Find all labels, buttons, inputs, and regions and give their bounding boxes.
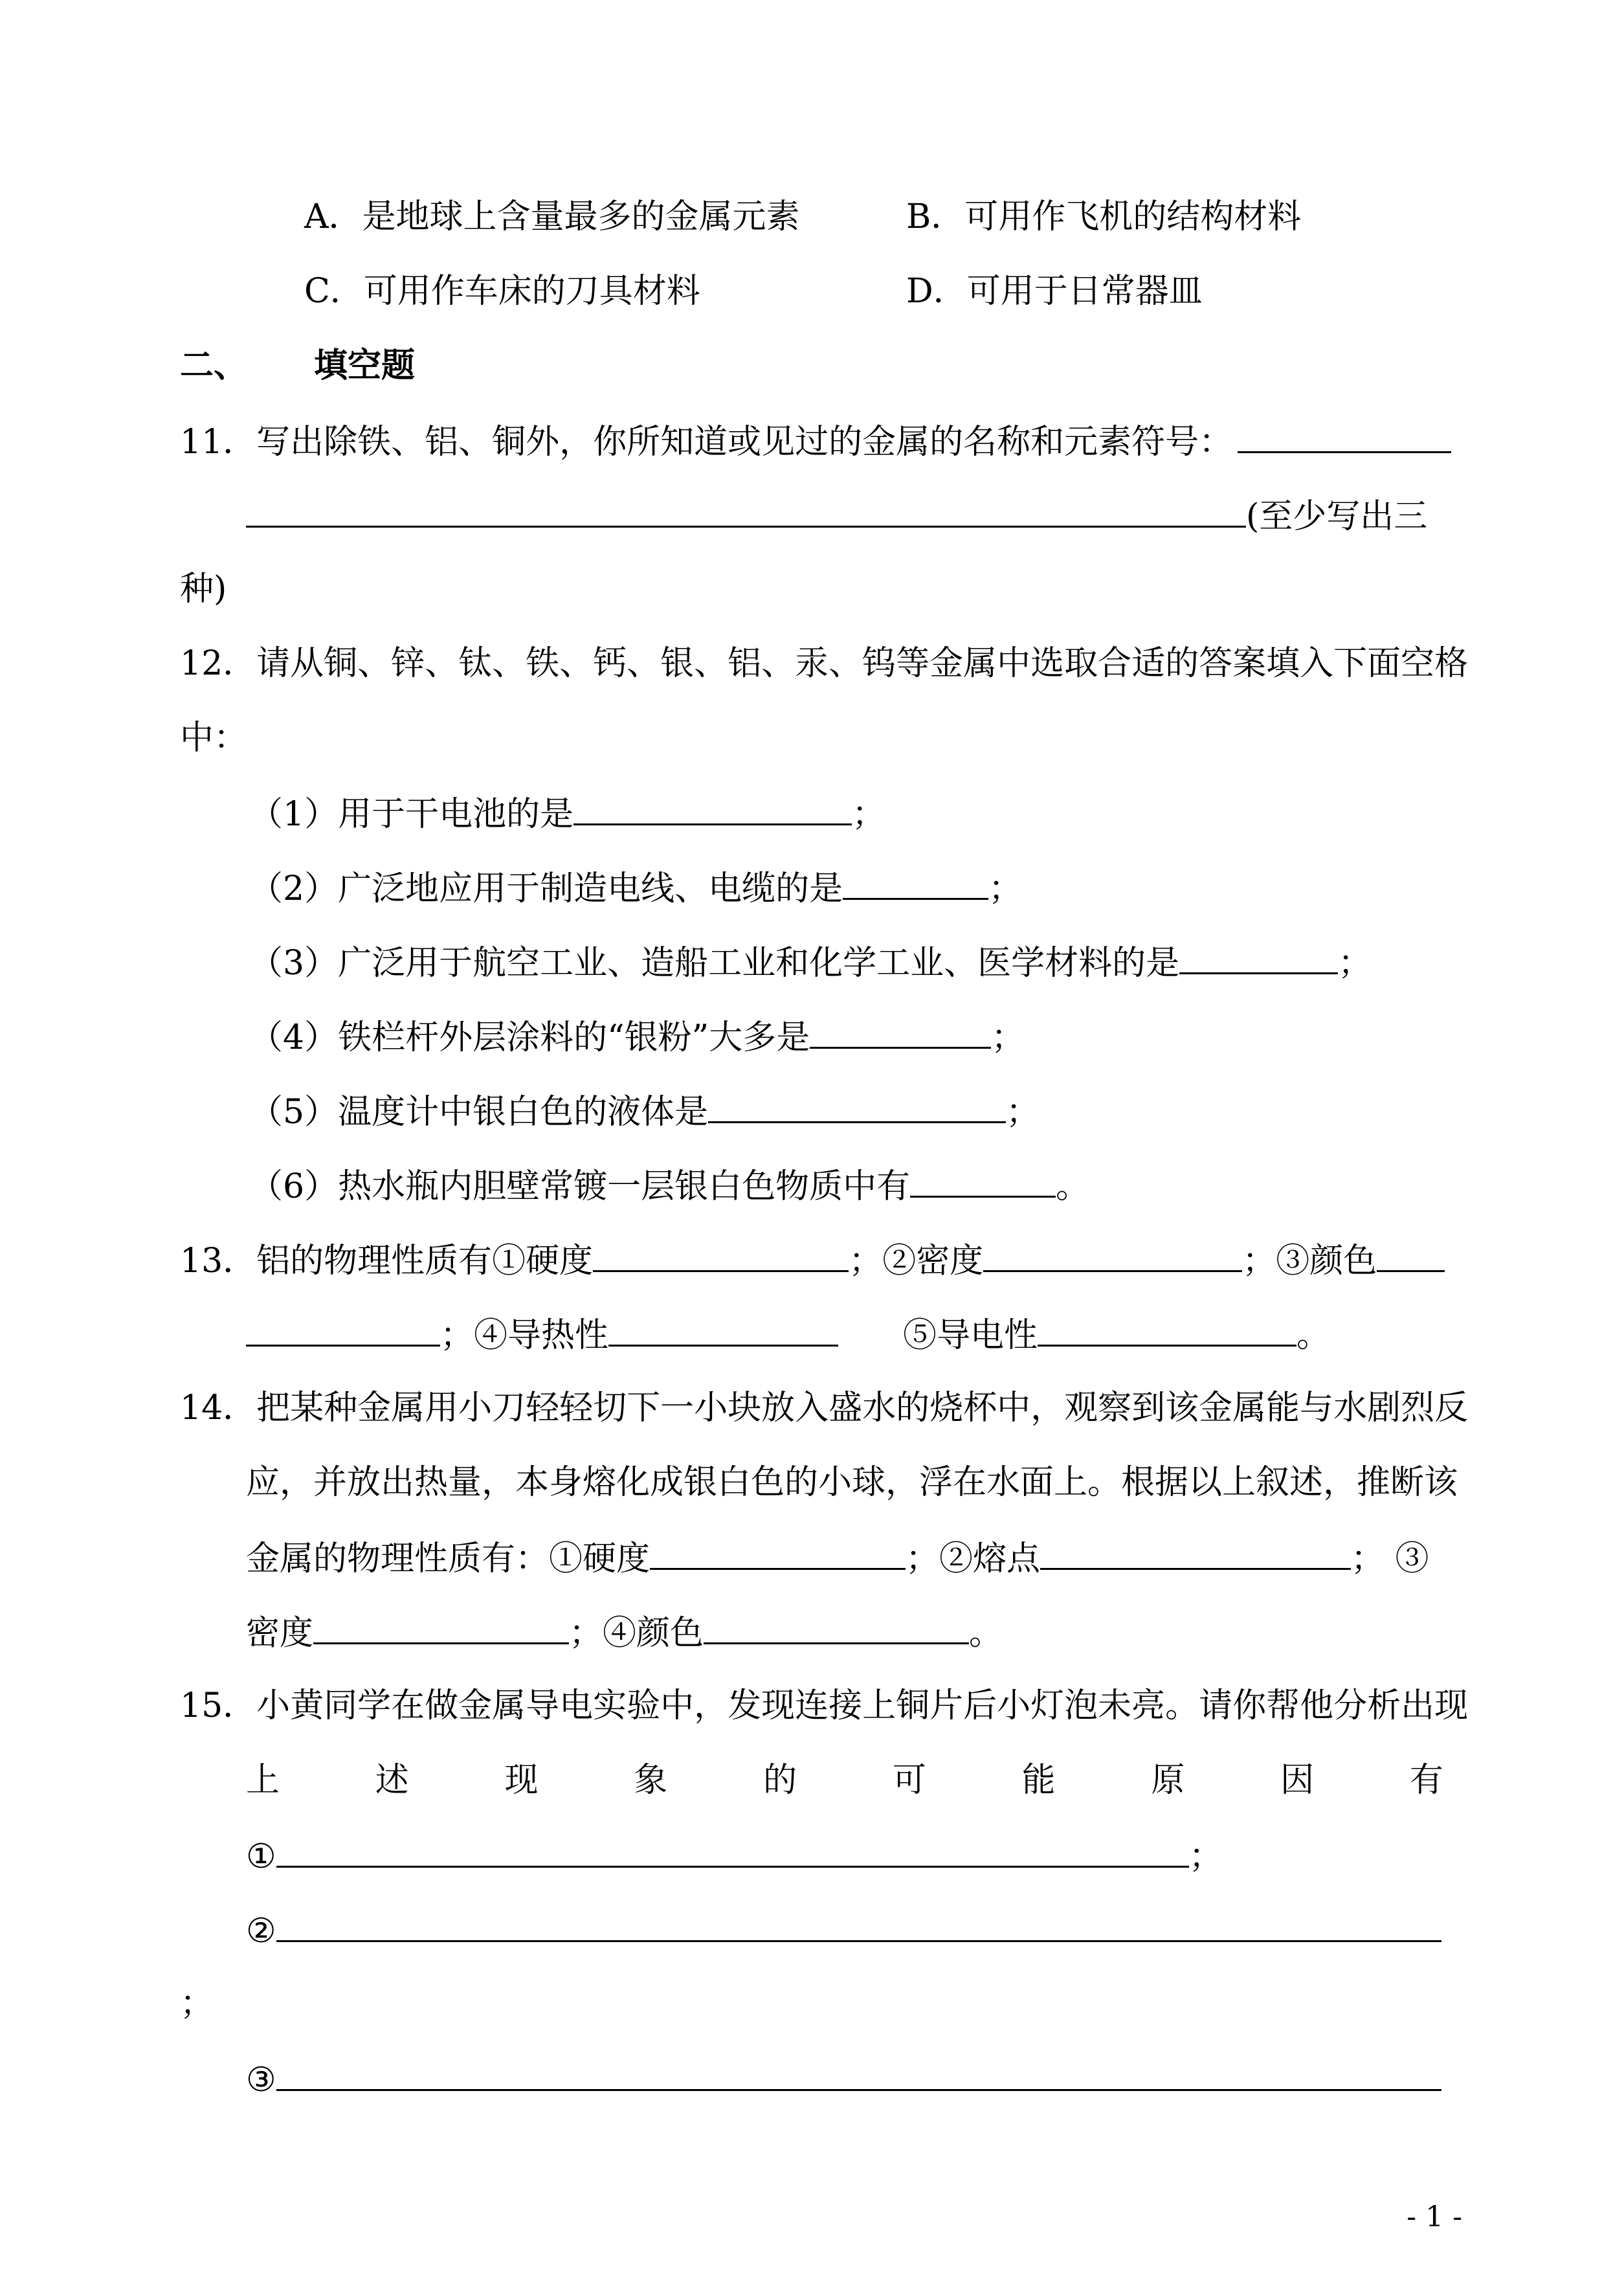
answer-blank[interactable] — [910, 1162, 1056, 1198]
question-number: 11． — [180, 423, 257, 462]
answer-blank[interactable] — [1040, 1534, 1351, 1570]
question-text: ；②熔点 — [906, 1539, 1041, 1578]
spread-char: 述 — [375, 1761, 409, 1800]
item-label: （3）广泛用于航空工业、造船工业和化学工业、医学材料的是 — [249, 944, 1180, 983]
question-11-line2 — [246, 492, 1427, 537]
spread-char: 的 — [763, 1761, 797, 1800]
question-12-item-4 — [249, 1013, 1025, 1058]
question-text: 小黄同学在做金属导电实验中，发现连接上铜片后小灯泡未亮。请你帮他分析出现 — [256, 1686, 1469, 1725]
question-text: (至少写出三 — [1246, 497, 1428, 536]
answer-blank[interactable] — [704, 1609, 969, 1644]
question-12-item-6 — [249, 1162, 1089, 1207]
question-text: 金属的物理性质有：①硬度 — [246, 1539, 651, 1578]
question-15 — [180, 1683, 1468, 1728]
question-13 — [180, 1236, 1445, 1282]
item-end: ； — [1338, 944, 1372, 983]
item-end: ； — [852, 795, 886, 834]
spread-char: 原 — [1151, 1761, 1185, 1800]
question-15-answer-2 — [246, 1907, 1441, 1952]
question-12 — [180, 641, 1468, 686]
question-15-answer-2-end: ； — [180, 1984, 214, 2023]
question-14 — [180, 1385, 1468, 1431]
answer-blank[interactable] — [1377, 1236, 1445, 1272]
answer-blank[interactable] — [983, 1236, 1242, 1272]
answer-blank[interactable] — [573, 790, 852, 825]
answer-blank[interactable] — [1038, 1311, 1296, 1347]
answer-blank[interactable] — [246, 492, 1246, 528]
option-c: C．可用作车床的刀具材料 — [304, 272, 700, 311]
answer-end: ； — [1188, 1837, 1223, 1876]
answer-marker: ① — [246, 1837, 276, 1876]
answer-blank[interactable] — [608, 1311, 838, 1347]
option-b: B．可用作飞机的结构材料 — [906, 197, 1302, 236]
answer-blank[interactable] — [650, 1534, 906, 1570]
answer-blank[interactable] — [1238, 418, 1451, 453]
item-label: （4）铁栏杆外层涂料的“银粉”大多是 — [249, 1018, 810, 1057]
question-text: 铝的物理性质有①硬度 — [256, 1242, 594, 1281]
answer-blank[interactable] — [276, 1832, 1189, 1868]
spread-char: 现 — [504, 1761, 539, 1800]
answer-blank[interactable] — [246, 1311, 440, 1347]
answer-marker: ② — [246, 1912, 276, 1951]
answer-blank[interactable] — [313, 1609, 569, 1644]
question-text: ；②密度 — [849, 1242, 984, 1281]
option-d: D．可用于日常器皿 — [906, 272, 1203, 311]
question-text: ⑤导电性 — [903, 1316, 1038, 1355]
question-13-line2 — [246, 1311, 1330, 1356]
question-text: ；④颜色 — [569, 1614, 704, 1653]
question-14-line3 — [246, 1534, 1429, 1580]
page-number: - 1 - — [1407, 2200, 1462, 2233]
question-11 — [180, 418, 1451, 463]
question-14-line2: 应，并放出热量，本身熔化成银白色的小球，浮在水面上。根据以上叙述，推断该 — [246, 1463, 1458, 1502]
question-15-answer-3 — [246, 2055, 1441, 2101]
question-text: 。 — [1296, 1316, 1331, 1355]
question-number: 12． — [180, 644, 257, 683]
section-number: 二、 — [180, 346, 248, 385]
spread-char: 上 — [246, 1761, 280, 1800]
item-end: 。 — [1056, 1167, 1090, 1206]
question-12-item-2 — [249, 864, 1022, 910]
answer-marker: ③ — [246, 2061, 276, 2099]
question-15-answer-1 — [246, 1832, 1223, 1877]
answer-blank[interactable] — [810, 1013, 991, 1049]
item-end: ； — [991, 1018, 1025, 1057]
question-12-item-3 — [249, 939, 1372, 984]
item-end: ； — [1006, 1093, 1040, 1132]
answer-blank[interactable] — [593, 1236, 849, 1272]
question-number: 15． — [180, 1686, 257, 1725]
item-label: （2）广泛地应用于制造电线、电缆的是 — [249, 869, 843, 908]
answer-blank[interactable] — [843, 864, 988, 900]
spread-char: 能 — [1021, 1761, 1056, 1800]
question-text: 。 — [969, 1614, 1003, 1653]
spread-char: 因 — [1280, 1761, 1315, 1800]
question-text: 密度 — [246, 1614, 314, 1653]
question-11-line3: 种) — [180, 570, 227, 609]
answer-blank[interactable] — [276, 1907, 1441, 1942]
question-number: 14． — [180, 1389, 257, 1427]
spread-char: 象 — [634, 1761, 668, 1800]
question-text: 请从铜、锌、钛、铁、钙、银、铝、汞、钨等金属中选取合适的答案填入下面空格 — [256, 644, 1469, 683]
question-text: 写出除铁、铝、铜外，你所知道或见过的金属的名称和元素符号： — [256, 423, 1233, 462]
option-a: A．是地球上含量最多的金属元素 — [304, 197, 800, 236]
section-title: 填空题 — [314, 346, 416, 385]
item-end: ； — [988, 869, 1023, 908]
question-12-item-5 — [249, 1088, 1040, 1133]
answer-blank[interactable] — [276, 2055, 1441, 2091]
spread-char: 有 — [1409, 1761, 1443, 1800]
item-label: （1）用于干电池的是 — [249, 795, 574, 834]
spread-char: 可 — [892, 1761, 926, 1800]
question-text: ；③颜色 — [1242, 1242, 1377, 1281]
question-12-line2: 中： — [180, 719, 248, 757]
item-label: （5）温度计中银白色的液体是 — [249, 1093, 709, 1132]
question-12-item-1 — [249, 790, 885, 835]
question-14-line4 — [246, 1609, 1003, 1654]
answer-blank[interactable] — [708, 1088, 1006, 1123]
question-text: 把某种金属用小刀轻轻切下一小块放入盛水的烧杯中，观察到该金属能与水剧烈反 — [256, 1389, 1469, 1427]
question-15-spread-line — [246, 1758, 1443, 1803]
item-label: （6）热水瓶内胆壁常镀一层银白色物质中有 — [249, 1167, 911, 1206]
question-text: ；④导热性 — [440, 1316, 609, 1355]
question-text: ； ③ — [1351, 1539, 1429, 1578]
question-number: 13． — [180, 1242, 257, 1281]
answer-blank[interactable] — [1179, 939, 1338, 974]
